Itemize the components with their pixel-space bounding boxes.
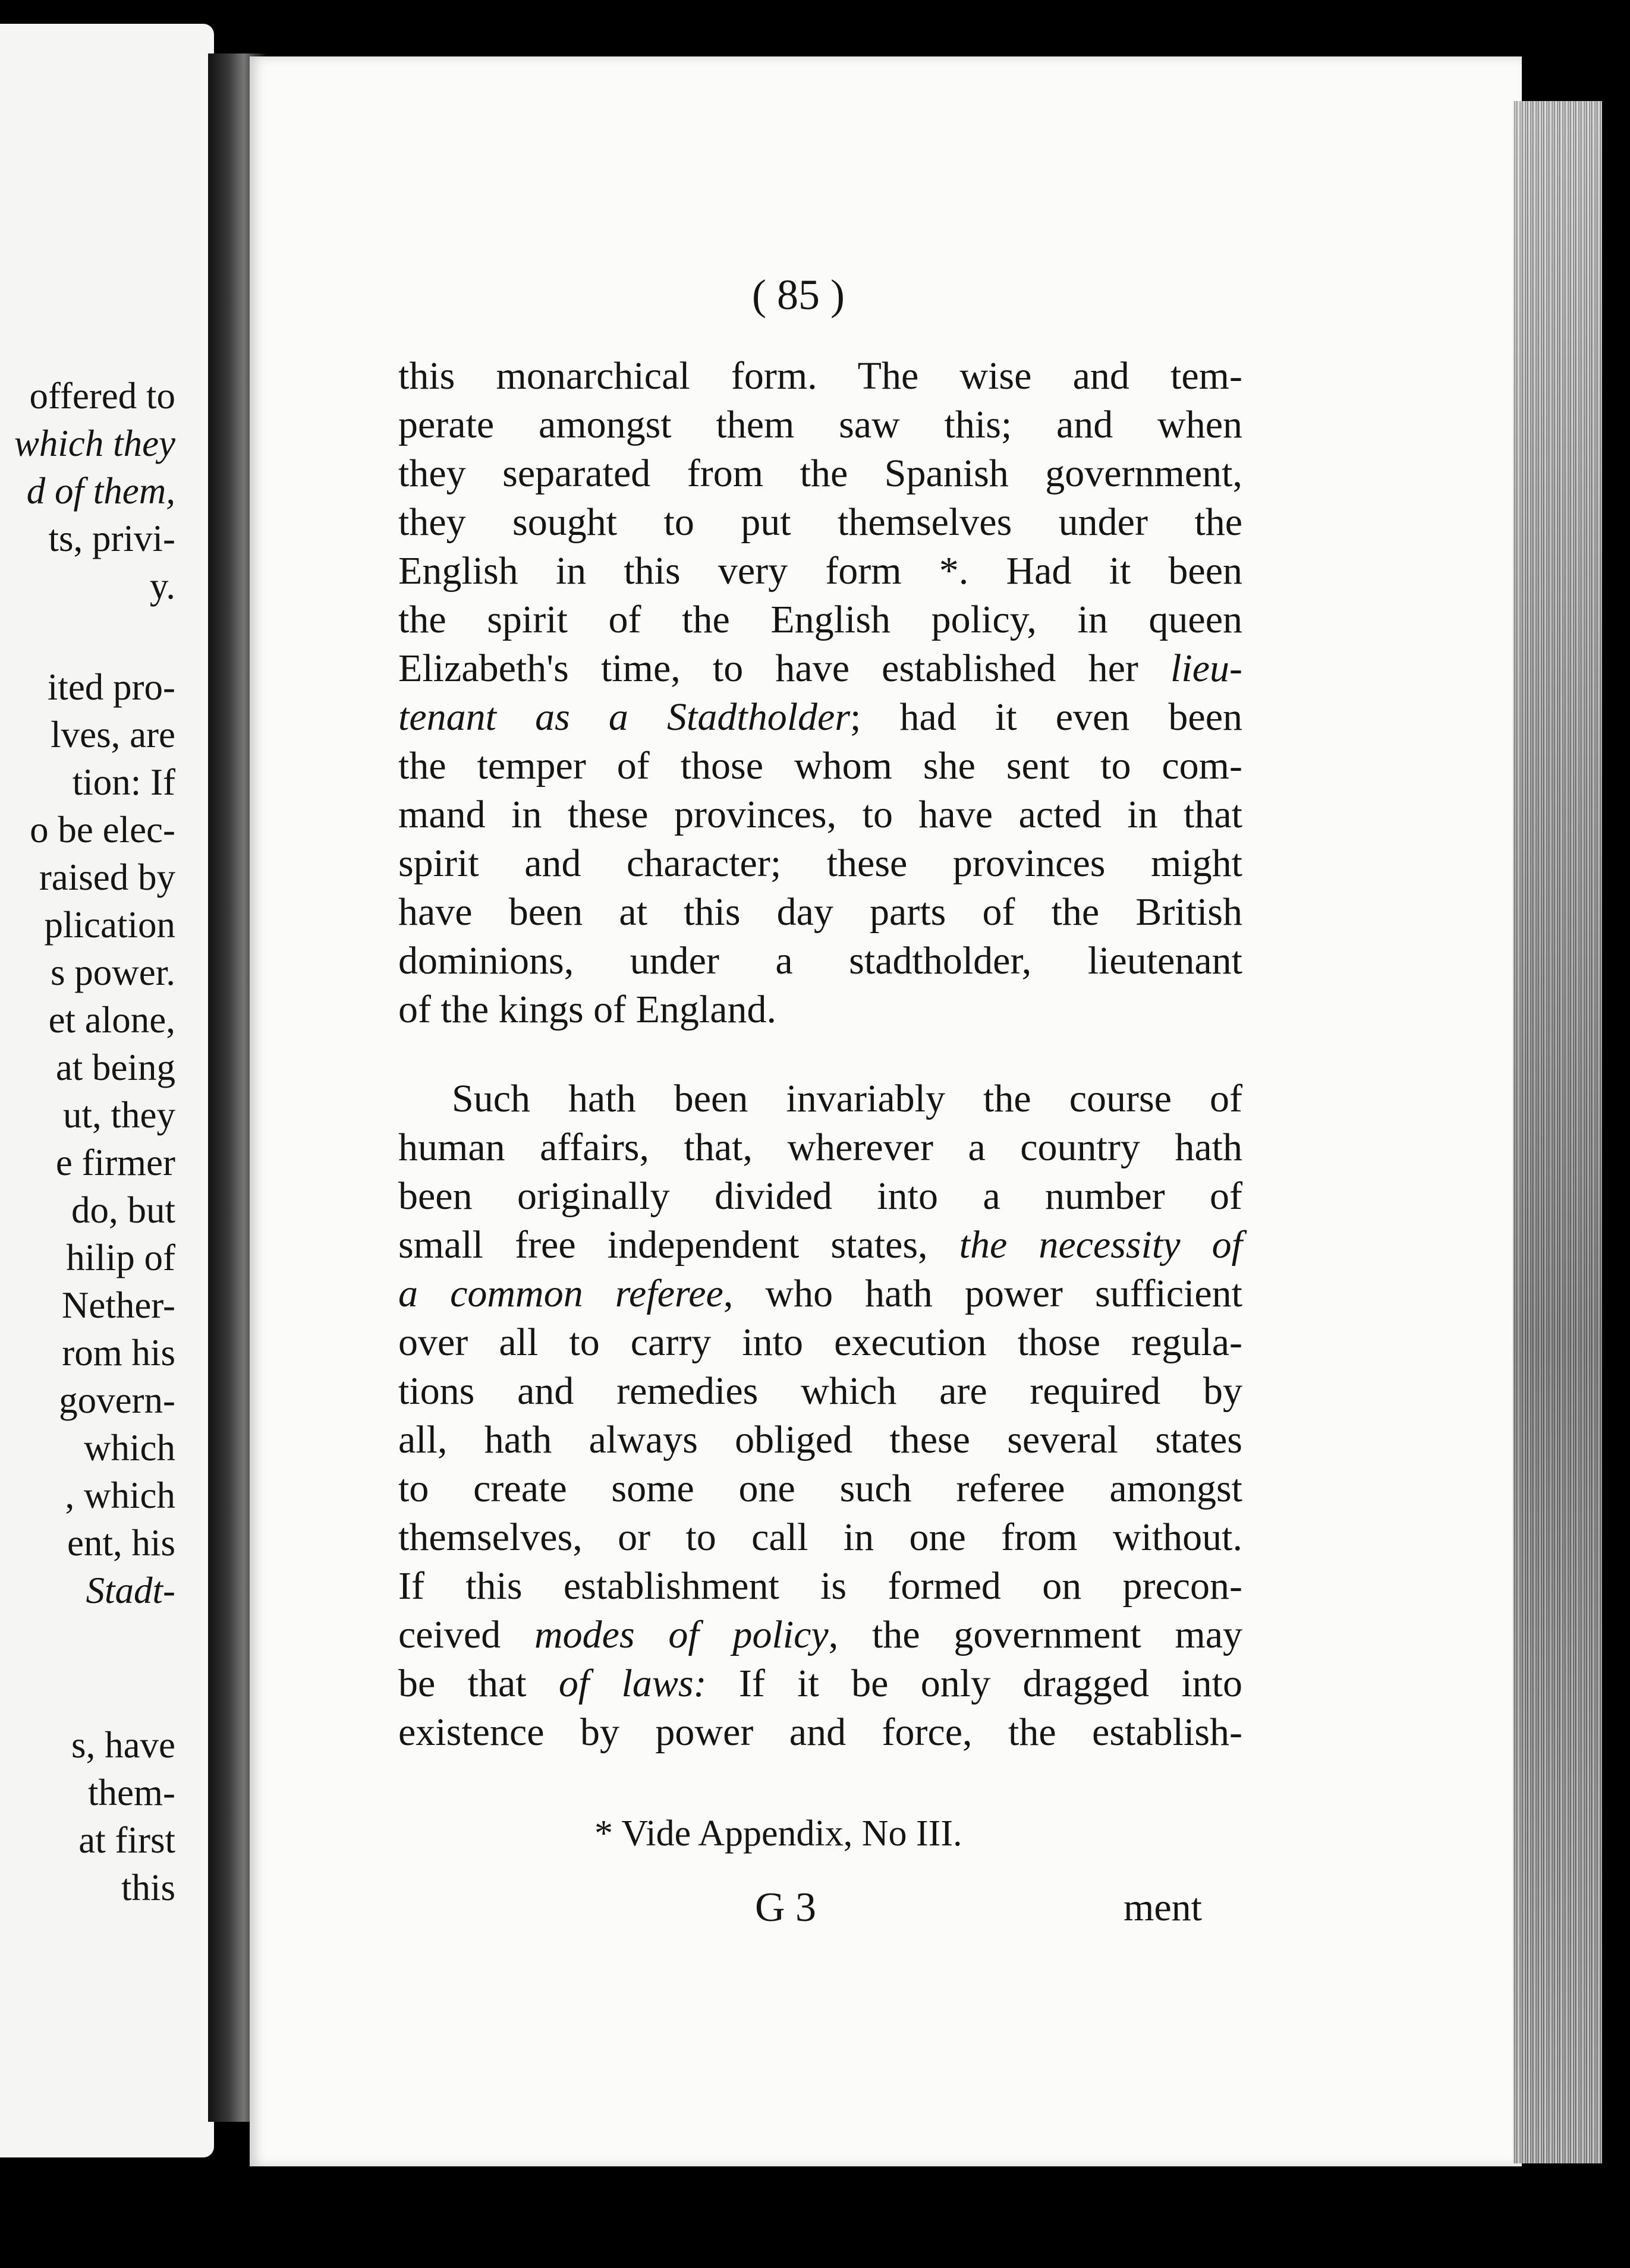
text-line: small free independent states, the necessity of: [398, 1223, 1242, 1267]
text-line: they separated from the Spanish government,: [398, 452, 1242, 495]
text-line: If this establishment is formed on precon-: [398, 1564, 1242, 1608]
text-line: over all to carry into execution those regula-: [398, 1321, 1242, 1364]
text-line: the spirit of the English policy, in queen: [398, 598, 1242, 641]
left-page-line: , which: [65, 1475, 175, 1516]
text-line: the temper of those whom she sent to com-: [398, 744, 1242, 788]
text-line: themselves, or to call in one from without.: [398, 1516, 1242, 1559]
left-page-line: Nether-: [61, 1284, 175, 1326]
left-page-line: at first: [78, 1819, 175, 1861]
left-page-line: govern-: [59, 1379, 175, 1421]
left-page-line: tion: If: [72, 761, 175, 803]
left-page-line: ent, his: [67, 1522, 175, 1564]
text-line: spirit and character; these provinces might: [398, 842, 1242, 885]
text-line: perate amongst them saw this; and when: [398, 403, 1242, 446]
left-facing-page: [0, 24, 214, 2157]
left-page-line: which: [84, 1427, 175, 1469]
catchword: ment: [1124, 1886, 1202, 1929]
left-page-line: e firmer: [55, 1142, 175, 1183]
text-line: Elizabeth's time, to have established her lieu-: [398, 647, 1242, 690]
text-line: human affairs, that, wherever a country hath: [398, 1126, 1242, 1169]
page-edges-shade: [1513, 101, 1602, 2163]
footnote: * Vide Appendix, No III.: [594, 1813, 962, 1854]
page-number-header: ( 85 ): [752, 271, 845, 319]
left-page-line: raised by: [39, 856, 175, 898]
left-page-line: hilip of: [66, 1237, 175, 1278]
left-page-line: o be elec-: [30, 809, 175, 850]
text-line: ceived modes of policy, the government may: [398, 1613, 1242, 1656]
left-page-line: at being: [55, 1047, 175, 1088]
left-page-line: y.: [149, 565, 175, 607]
text-line: all, hath always obliged these several states: [398, 1418, 1242, 1461]
left-page-line: ut, they: [63, 1094, 175, 1136]
text-line: dominions, under a stadtholder, lieutenant: [398, 939, 1242, 982]
text-line: Such hath been invariably the course of: [452, 1077, 1242, 1120]
signature-mark: G 3: [755, 1885, 817, 1930]
text-line: mand in these provinces, to have acted in that: [398, 793, 1242, 836]
text-line: tions and remedies which are required by: [398, 1369, 1242, 1413]
text-line: they sought to put themselves under the: [398, 500, 1242, 544]
text-line: be that of laws: If it be only dragged into: [398, 1662, 1243, 1705]
left-page-line: lves, are: [51, 714, 175, 755]
text-line: been originally divided into a number of: [398, 1174, 1242, 1218]
left-page-line: s power.: [51, 952, 175, 993]
text-line: of the kings of England.: [398, 988, 777, 1031]
text-line: have been at this day parts of the British: [398, 890, 1242, 934]
left-page-line: ts, privi-: [48, 518, 175, 559]
left-page-line: offered to: [29, 375, 175, 417]
left-page-line: plication: [44, 904, 175, 946]
left-page-line: this: [121, 1867, 175, 1908]
left-page-line: which they: [14, 423, 175, 464]
left-page-line: them-: [88, 1772, 175, 1813]
left-page-line: d of them,: [26, 470, 175, 512]
left-page-line: rom his: [62, 1332, 175, 1374]
left-page-line: et alone,: [48, 999, 175, 1041]
left-page-line: Stadt-: [86, 1570, 175, 1611]
left-page-line: do, but: [71, 1189, 175, 1231]
left-page-line: s, have: [71, 1724, 175, 1766]
text-line: existence by power and force, the establish-: [398, 1711, 1242, 1754]
text-line: English in this very form *. Had it been: [398, 549, 1242, 593]
text-line: a common referee, who hath power sufficient: [398, 1272, 1242, 1315]
text-line: tenant as a Stadtholder; had it even been: [398, 695, 1242, 739]
text-line: to create some one such referee amongst: [398, 1467, 1242, 1510]
text-line: this monarchical form. The wise and tem-: [398, 354, 1242, 398]
left-page-line: ited pro-: [47, 666, 175, 708]
